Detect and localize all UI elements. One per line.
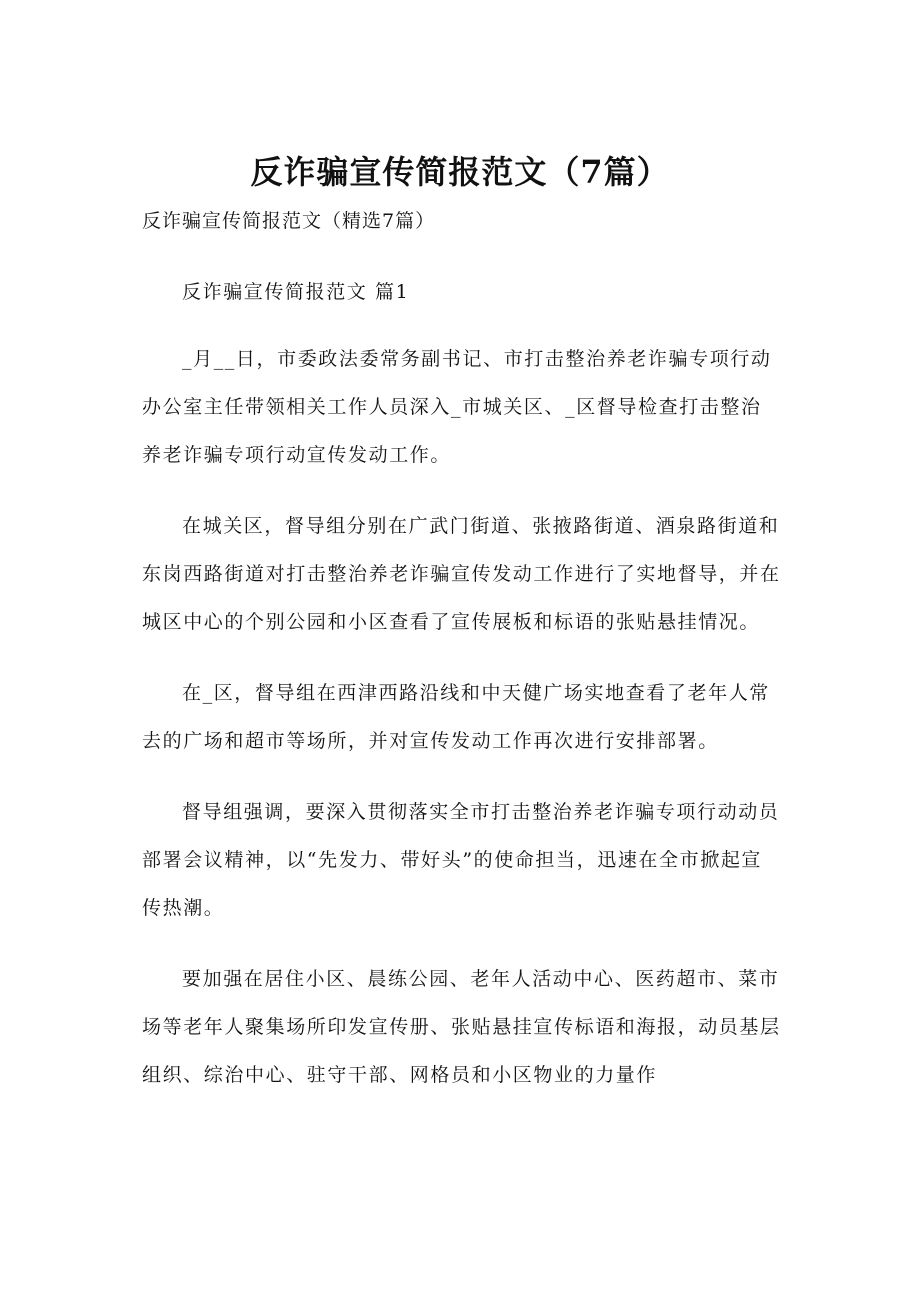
document-body <box>142 268 782 1122</box>
paragraph: _月__日，市委政法委常务副书记、市打击整治养老诈骗专项行动办公室主任带领相关工作人员深入_市城关区、_区督导检查打击整治养老诈骗专项行动宣传发动工作。 <box>142 348 772 466</box>
paragraph: 要加强在居住小区、晨练公园、老年人活动中心、医药超市、菜市场等老年人聚集场所印发宣传册、张贴悬挂宣传标语和海报，动员基层组织、综治中心、驻守干部、网格员和小区物业的力量作 <box>142 968 781 1086</box>
document-title: 反诈骗宣传简报范文（7篇） <box>250 153 670 191</box>
document-subtitle: 反诈骗宣传简报范文（精选7篇） <box>142 210 436 232</box>
paragraph: 在_区，督导组在西津西路沿线和中天健广场实地查看了老年人常去的广场和超市等场所，并对宣传发动工作再次进行安排部署。 <box>142 682 770 752</box>
section-heading: 反诈骗宣传简报范文 篇1 <box>182 281 410 303</box>
paragraph: 在城关区，督导组分别在广武门街道、张掖路街道、酒泉路街道和东岗西路街道对打击整治养老诈骗宣传发动工作进行了实地督导，并在城区中心的个别公园和小区查看了宣传展板和标语的张贴悬挂情况。 <box>142 515 781 633</box>
paragraph: 督导组强调，要深入贯彻落实全市打击整治养老诈骗专项行动动员部署会议精神，以“先发力、带好头”的使命担当，迅速在全市掀起宣传热潮。 <box>142 801 780 919</box>
